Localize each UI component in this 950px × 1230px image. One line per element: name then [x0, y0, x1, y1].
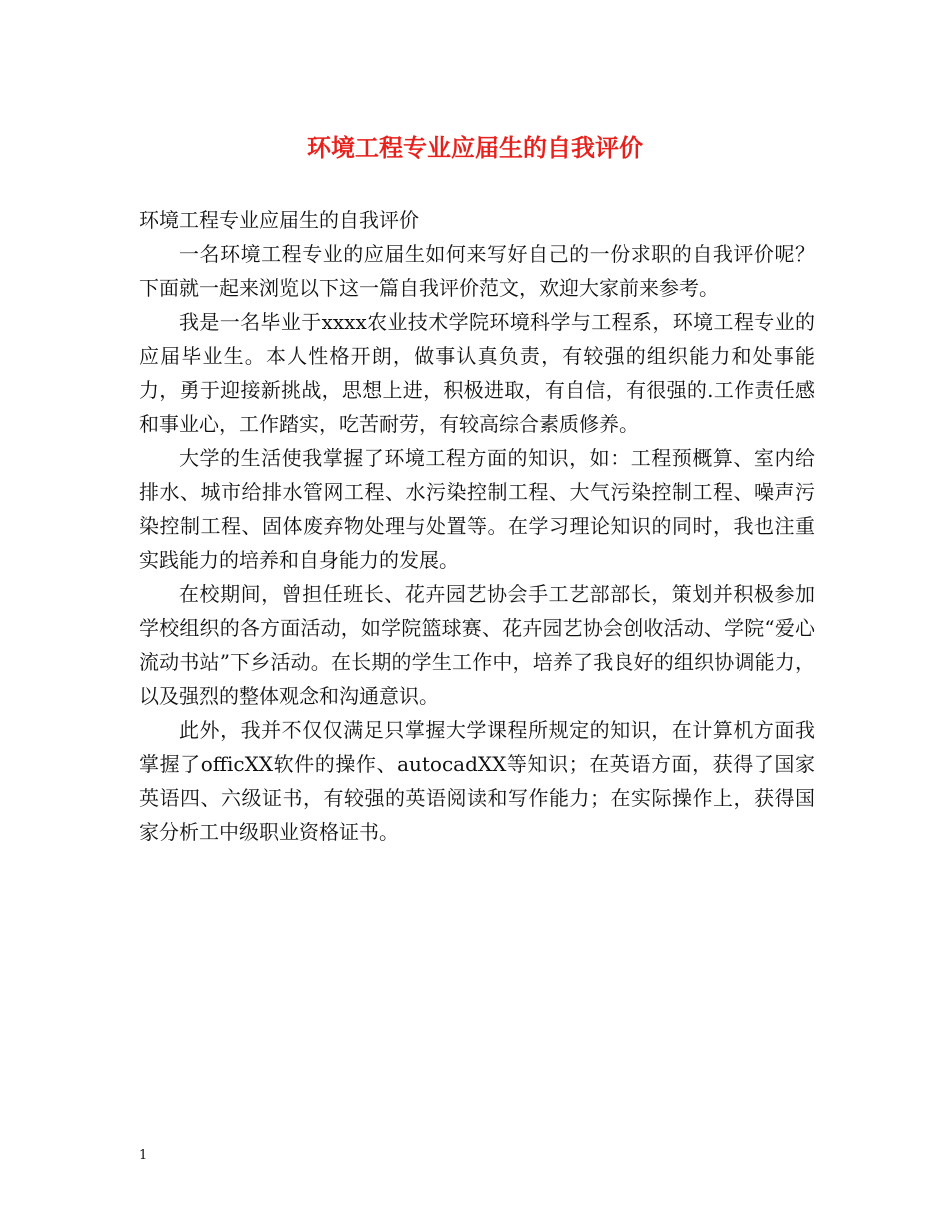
paragraph-activities: 在校期间，曾担任班长、花卉园艺协会手工艺部部长，策划并积极参加学校组织的各方面活动，如学院篮球赛、花卉园艺协会创收活动、学院“爱心流动书站”下乡活动。在长期的学生工作中，培养了我良好的组织协调能力，以及强烈的整体观念和沟通意识。 — [139, 582, 815, 708]
paragraph-skills: 此外，我并不仅仅满足只掌握大学课程所规定的知识，在计算机方面我掌握了officXX软件的操作、autocadXX等知识；在英语方面，获得了国家英语四、六级证书，有较强的英语阅读和写作能力；在实际操作上，获得国家分析工中级职业资格证书。 — [139, 718, 815, 844]
paragraph-knowledge: 大学的生活使我掌握了环境工程方面的知识，如：工程预概算、室内给排水、城市给排水管网工程、水污染控制工程、大气污染控制工程、噪声污染控制工程、固体废弃物处理与处置等。在学习理论知识的同时，我也注重实践能力的培养和自身能力的发展。 — [139, 446, 815, 572]
document-title: 环境工程专业应届生的自我评价 — [307, 133, 643, 162]
document-subtitle: 环境工程专业应届生的自我评价 — [139, 208, 419, 232]
page-number: 1 — [139, 1148, 148, 1163]
paragraph-background: 我是一名毕业于xxxx农业技术学院环境科学与工程系，环境工程专业的应届毕业生。本人性格开朗，做事认真负责，有较强的组织能力和处事能力，勇于迎接新挑战，思想上进，积极进取，有自信，有很强的.工作责任感和事业心，工作踏实，吃苦耐劳，有较高综合素质修养。 — [139, 310, 815, 436]
document-body — [139, 203, 815, 849]
paragraph-intro: 一名环境工程专业的应届生如何来写好自己的一份求职的自我评价呢？下面就一起来浏览以下这一篇自我评价范文，欢迎大家前来参考。 — [139, 242, 815, 300]
